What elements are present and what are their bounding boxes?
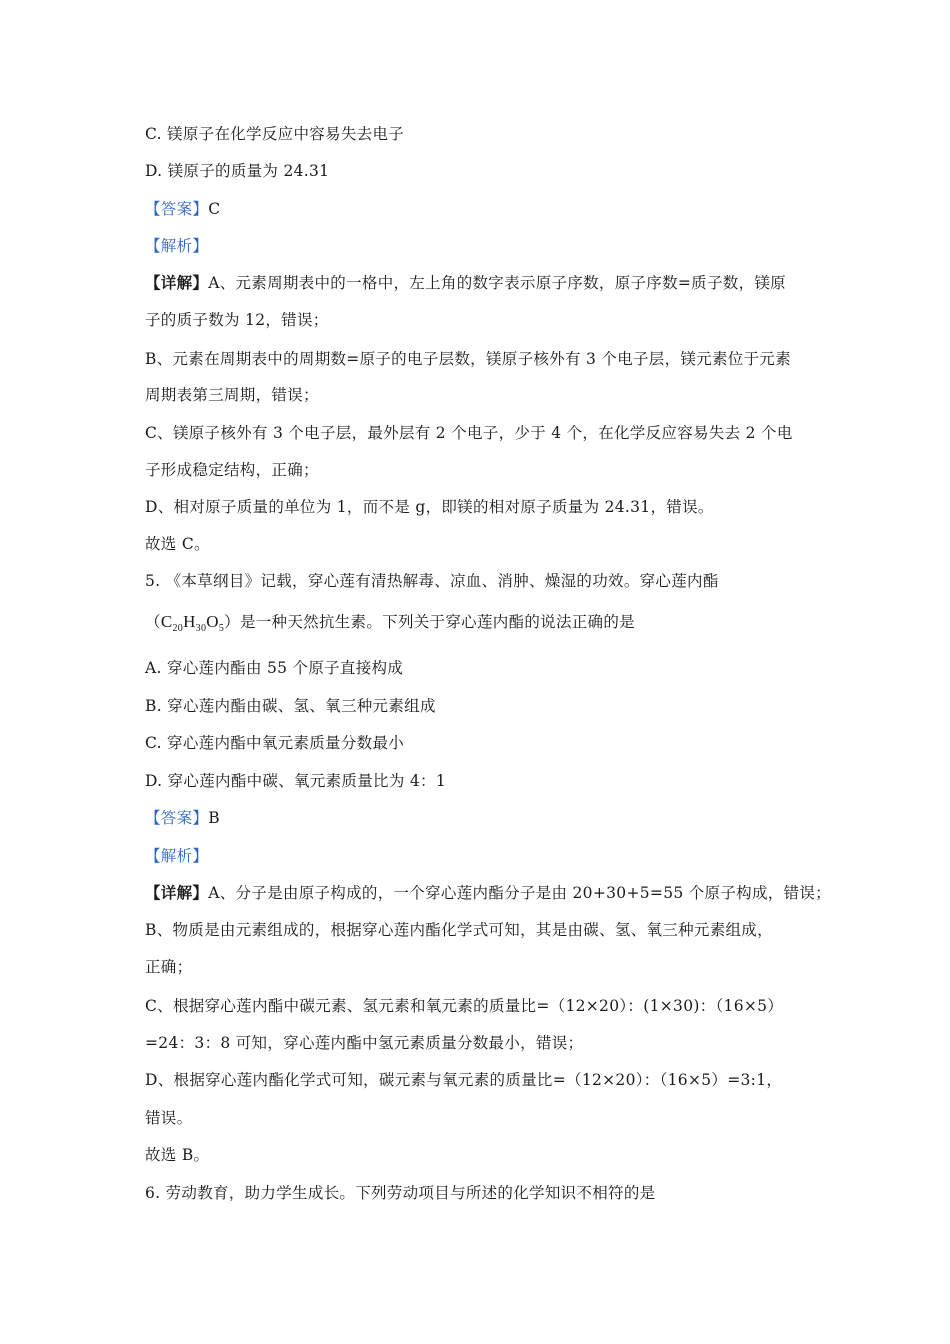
q4-conclusion: 故选 C。 — [145, 535, 210, 553]
q4-detail-c-line1: C、镁原子核外有 3 个电子层，最外层有 2 个电子，少于 4 个，在化学反应容易失去 2 个电 — [145, 424, 793, 442]
q5-detail-b-line1: B、物质是由元素组成的，根据穿心莲内酯化学式可知，其是由碳、氢、氧三种元素组成， — [145, 921, 773, 939]
q5-detail-c-line1: C、根据穿心莲内酯中碳元素、氢元素和氧元素的质量比=（12×20）：(1×30)：（16×5） — [145, 997, 784, 1015]
q5-stem-line2 — [145, 612, 635, 639]
q5-option-c: C. 穿心莲内酯中氧元素质量分数最小 — [145, 734, 405, 752]
q4-answer — [145, 199, 220, 219]
q5-detail-c-line2: =24：3：8 可知，穿心莲内酯中氢元素质量分数最小，错误； — [145, 1034, 584, 1052]
formula-c-sub: 20 — [172, 623, 184, 634]
q4-detail-b-line1: B、元素在周期表中的周期数=原子的电子层数，镁原子核外有 3 个电子层，镁元素位于元素 — [145, 350, 791, 368]
q4-detail-a-line1 — [145, 273, 786, 293]
detail-tag: 【详解】 — [145, 273, 209, 292]
analysis-tag: 【解析】 — [145, 847, 209, 865]
answer-value: B — [208, 809, 220, 827]
detail-text: A、元素周期表中的一格中，左上角的数字表示原子序数，原子序数=质子数，镁原 — [208, 274, 786, 292]
paren-open: （ — [145, 613, 161, 631]
formula-h: H — [183, 612, 196, 631]
answer-tag: 【答案】 — [145, 200, 209, 218]
q5-conclusion: 故选 B。 — [145, 1146, 210, 1164]
q4-option-d: D. 镁原子的质量为 24.31 — [145, 162, 330, 180]
q5-detail-d-line2: 错误。 — [145, 1109, 193, 1127]
detail-tag: 【详解】 — [145, 883, 209, 902]
q4-detail-d-line1: D、相对原子质量的单位为 1，而不是 g，即镁的相对原子质量为 24.31，错误。 — [145, 498, 714, 516]
answer-value: C — [208, 200, 221, 218]
paren-close: ） — [224, 613, 240, 631]
q4-option-c: C. 镁原子在化学反应中容易失去电子 — [145, 125, 405, 143]
formula-c: C — [160, 612, 173, 631]
q5-detail-b-line2: 正确； — [145, 958, 193, 976]
q5-option-b: B. 穿心莲内酯由碳、氢、氧三种元素组成 — [145, 697, 436, 715]
q5-answer — [145, 808, 220, 828]
q6-stem: 6. 劳动教育，助力学生成长。下列劳动项目与所述的化学知识不相符的是 — [145, 1184, 656, 1202]
analysis-tag: 【解析】 — [145, 237, 209, 255]
q4-detail-b-line2: 周期表第三周期，错误； — [145, 386, 319, 404]
q4-detail-a-line2: 子的质子数为 12，错误； — [145, 311, 329, 329]
q5-option-d: D. 穿心莲内酯中碳、氧元素质量比为 4：1 — [145, 772, 446, 790]
q5-analysis-tag — [145, 846, 208, 866]
q5-option-a: A. 穿心莲内酯由 55 个原子直接构成 — [145, 659, 404, 677]
stem-text: 是一种天然抗生素。下列关于穿心莲内酯的说法正确的是 — [239, 613, 635, 631]
chemical-formula — [160, 612, 225, 634]
answer-tag: 【答案】 — [145, 809, 209, 827]
formula-o-sub: 5 — [218, 623, 225, 634]
formula-h-sub: 30 — [195, 623, 207, 634]
q4-detail-c-line2: 子形成稳定结构，正确； — [145, 461, 319, 479]
q4-analysis-tag — [145, 236, 208, 256]
formula-o: O — [206, 612, 219, 631]
detail-text: A、分子是由原子构成的，一个穿心莲内酯分子是由 20+30+5=55 个原子构成，错误； — [208, 884, 831, 902]
q5-detail-a-line1 — [145, 883, 831, 903]
q5-stem-line1: 5. 《本草纲目》记载，穿心莲有清热解毒、凉血、消肿、燥湿的功效。穿心莲内酯 — [145, 572, 719, 590]
q5-detail-d-line1: D、根据穿心莲内酯化学式可知，碳元素与氧元素的质量比=（12×20）：（16×5）=3:1， — [145, 1071, 783, 1089]
